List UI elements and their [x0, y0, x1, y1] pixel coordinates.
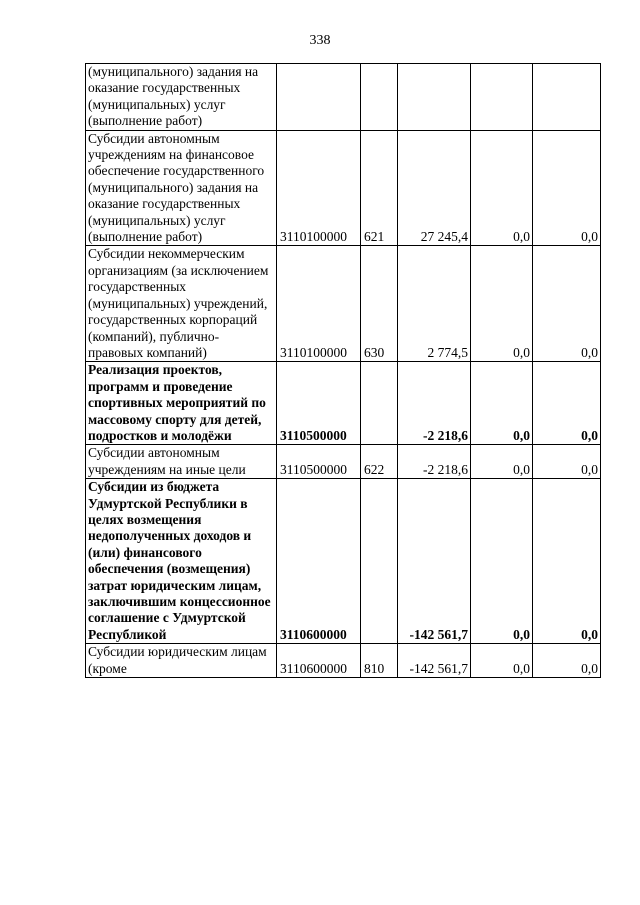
row-value-2020-cell: 0,0 [471, 246, 533, 362]
row-name-cell: Субсидии автономным учреждениям на иные цели [86, 445, 277, 479]
row-code-cell: 3110500000 [277, 445, 361, 479]
budget-table-body [86, 64, 601, 678]
row-value-2020-cell: 0,0 [471, 445, 533, 479]
row-value-2021-cell: 0,0 [533, 362, 601, 445]
row-value-2020-cell: 0,0 [471, 644, 533, 678]
table-row [86, 362, 601, 445]
table-row [86, 479, 601, 644]
row-value-2021-cell: 0,0 [533, 246, 601, 362]
budget-table [85, 63, 601, 678]
row-name-cell: Субсидии автономным учреждениям на финансовое обеспечение государственного (муниципального) задания на оказание государственных (муниципальных) услуг (выполнение работ) [86, 130, 277, 246]
row-type-cell: 810 [361, 644, 398, 678]
row-name-cell: Реализация проектов, программ и проведение спортивных мероприятий по массовому спорту для детей, подростков и молодёжи [86, 362, 277, 445]
table-row [86, 246, 601, 362]
row-name-cell: Субсидии некоммерческим организациям (за исключением государственных (муниципальных) учреждений, государственных корпораций (компаний), публично-правовых компаний) [86, 246, 277, 362]
row-type-cell [361, 479, 398, 644]
row-type-cell [361, 64, 398, 131]
row-type-cell: 622 [361, 445, 398, 479]
row-value-2019-cell: 2 774,5 [398, 246, 471, 362]
row-value-2021-cell [533, 64, 601, 131]
row-value-2020-cell [471, 64, 533, 131]
row-code-cell: 3110600000 [277, 644, 361, 678]
row-name-cell: Субсидии из бюджета Удмуртской Республики в целях возмещения недополученных доходов и (или) финансового обеспечения (возмещения) затрат юридическим лицам, заключившим концессионное соглашение с Удмуртской Республикой [86, 479, 277, 644]
row-value-2019-cell: -2 218,6 [398, 362, 471, 445]
row-value-2019-cell: -142 561,7 [398, 479, 471, 644]
row-value-2019-cell: -142 561,7 [398, 644, 471, 678]
row-code-cell: 3110500000 [277, 362, 361, 445]
table-row [86, 644, 601, 678]
table-row [86, 130, 601, 246]
row-type-cell [361, 362, 398, 445]
row-code-cell [277, 64, 361, 131]
row-value-2021-cell: 0,0 [533, 445, 601, 479]
row-type-cell: 630 [361, 246, 398, 362]
row-value-2019-cell [398, 64, 471, 131]
page-number: 338 [309, 33, 331, 48]
row-code-cell: 3110600000 [277, 479, 361, 644]
row-value-2019-cell: -2 218,6 [398, 445, 471, 479]
row-type-cell: 621 [361, 130, 398, 246]
row-name-cell: Субсидии юридическим лицам (кроме [86, 644, 277, 678]
table-row [86, 64, 601, 131]
row-value-2020-cell: 0,0 [471, 479, 533, 644]
row-value-2019-cell: 27 245,4 [398, 130, 471, 246]
row-value-2020-cell: 0,0 [471, 362, 533, 445]
row-value-2021-cell: 0,0 [533, 130, 601, 246]
row-code-cell: 3110100000 [277, 130, 361, 246]
row-name-cell: (муниципального) задания на оказание государственных (муниципальных) услуг (выполнение работ) [86, 64, 277, 131]
row-value-2021-cell: 0,0 [533, 644, 601, 678]
table-row [86, 445, 601, 479]
row-value-2020-cell: 0,0 [471, 130, 533, 246]
row-code-cell: 3110100000 [277, 246, 361, 362]
row-value-2021-cell: 0,0 [533, 479, 601, 644]
